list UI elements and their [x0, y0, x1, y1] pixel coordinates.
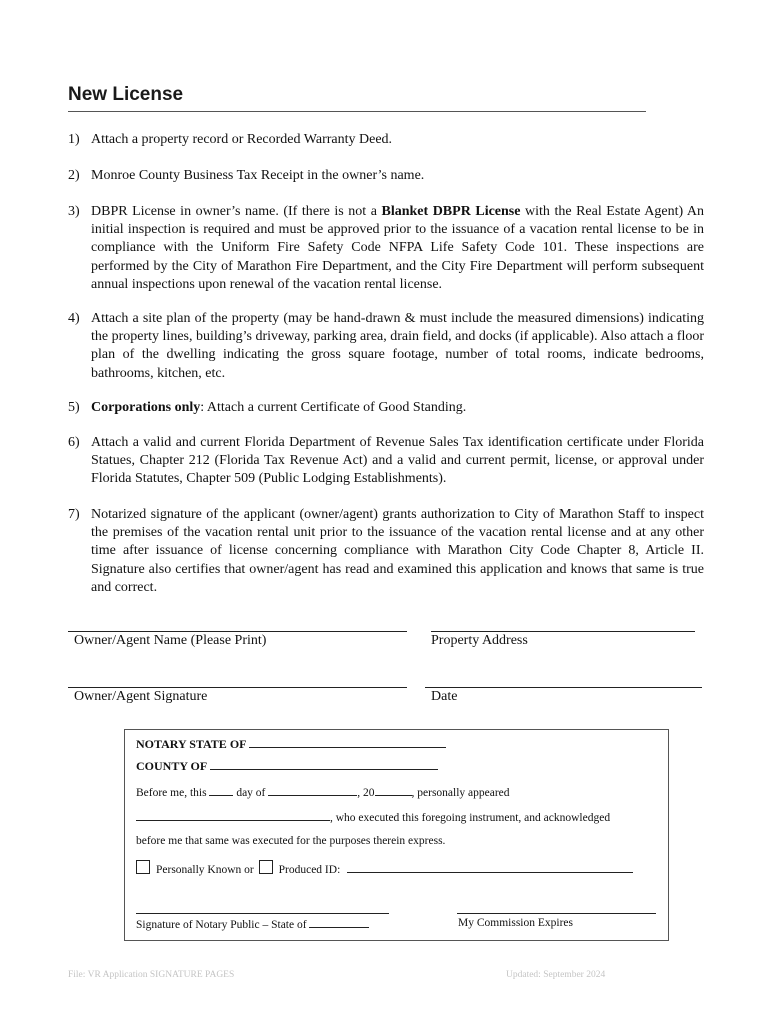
list-item	[68, 506, 704, 597]
list-item	[68, 167, 704, 185]
list-item	[68, 203, 704, 294]
item-number: 3)	[68, 204, 80, 219]
notary-state-label: NOTARY STATE OF	[136, 737, 247, 751]
property-address-line[interactable]	[431, 631, 695, 632]
notary-box	[124, 729, 669, 941]
item-text: Attach a site plan of the property (may be hand-drawn & must include the measured dimensions) indicating the property lines, building’s driveway, parking area, drain field, and docks (if applicable). Also attach a floor plan of the dwelling indicating the gross square footage, number of total rooms, indicate bedrooms, bathrooms, kitchen, etc.	[91, 311, 704, 381]
item-text-post: : Attach a current Certificate of Good Standing.	[200, 400, 467, 415]
owner-name-line[interactable]	[68, 631, 407, 632]
name-blank[interactable]	[136, 810, 330, 821]
notary-before-row	[136, 785, 510, 799]
item-text-bold: Blanket DBPR License	[381, 204, 521, 219]
owner-signature-line[interactable]	[68, 687, 407, 688]
commission-expires-label: My Commission Expires	[458, 917, 574, 929]
footer-file: File: VR Application SIGNATURE PAGES	[68, 970, 235, 980]
date-label: Date	[431, 689, 458, 704]
notary-acknowledge-row	[136, 835, 445, 847]
personally-known-checkbox[interactable]	[136, 860, 150, 874]
item-text	[91, 203, 704, 294]
notary-executed-row	[136, 810, 610, 824]
item-text-bold: Corporations only	[91, 400, 201, 415]
item-text-post: with the Real Estate Agent) An initial inspection is required and must be approved prior to the issuance of a vacation rental license to be in compliance with the Uniform Fire Safety Code NFPA Life Safety Code 101. These inspections are performed by the City of Marathon Fire Department, and the City Fire Department will perform subsequent annual inspections upon renewal of the vacation rental license.	[91, 204, 705, 292]
owner-name-label: Owner/Agent Name (Please Print)	[74, 633, 267, 648]
produced-id-label: Produced ID:	[278, 864, 341, 876]
executed-text: , who executed this foregoing instrument, and acknowledged	[330, 812, 611, 824]
item-number: 6)	[68, 435, 80, 450]
year-prefix-text: , 20	[357, 787, 375, 799]
notary-id-row	[136, 860, 633, 876]
produced-id-checkbox[interactable]	[259, 860, 273, 874]
item-number: 7)	[68, 507, 80, 522]
item-text: Attach a valid and current Florida Department of Revenue Sales Tax identification certificate under Florida Statues, Chapter 212 (Florida Tax Revenue Act) and a valid and current permit, license, or approval under Florida Statutes, Chapter 509 (Public Lodging Establishments).	[91, 435, 704, 487]
footer-updated: Updated: September 2024	[506, 970, 606, 980]
item-number: 4)	[68, 311, 80, 326]
notary-state-blank[interactable]	[249, 737, 446, 748]
item-text-pre: DBPR License in owner’s name. (If there is not a	[91, 204, 382, 219]
list-item	[68, 310, 704, 383]
notary-county-blank[interactable]	[210, 759, 438, 770]
notary-signature-row	[136, 917, 369, 931]
commission-expires-line[interactable]	[457, 913, 656, 914]
item-number: 5)	[68, 400, 80, 415]
list-item	[68, 131, 704, 149]
date-line[interactable]	[425, 687, 702, 688]
notary-state-row	[136, 737, 446, 752]
owner-signature-label: Owner/Agent Signature	[74, 689, 208, 704]
item-number: 2)	[68, 168, 80, 183]
notary-signature-line[interactable]	[136, 913, 389, 914]
notary-signature-label: Signature of Notary Public – State of	[136, 919, 307, 931]
heading-rule	[68, 111, 646, 112]
property-address-label: Property Address	[431, 633, 528, 648]
item-text: Notarized signature of the applicant (owner/agent) grants authorization to City of Marathon Staff to inspect the premises of the vacation rental unit prior to the issuance of the vacation rental license and at any other time after issuance of license concerning compliance with Marathon City Code Chapter 8, Article II. Signature also certifies that owner/agent has read and examined this application and knows that same is true and correct.	[91, 507, 704, 595]
item-text: Attach a property record or Recorded Warranty Deed.	[91, 132, 393, 147]
item-number: 1)	[68, 132, 80, 147]
item-text	[91, 399, 704, 417]
month-blank[interactable]	[268, 785, 357, 796]
before-me-same-text: before me that same was executed for the purposes therein express.	[136, 835, 446, 847]
personally-appeared-text: , personally appeared	[411, 787, 510, 799]
year-blank[interactable]	[375, 785, 412, 796]
notary-state-of-blank[interactable]	[309, 917, 369, 928]
item-text: Monroe County Business Tax Receipt in the owner’s name.	[91, 168, 425, 183]
list-item	[68, 434, 704, 489]
personally-known-label: Personally Known or	[156, 864, 254, 876]
day-of-text: day of	[236, 787, 266, 799]
list-item	[68, 399, 704, 417]
before-me-text: Before me, this	[136, 787, 207, 799]
section-heading: New License	[68, 84, 184, 105]
produced-id-blank[interactable]	[347, 862, 633, 873]
day-blank[interactable]	[209, 785, 233, 796]
notary-county-row	[136, 759, 438, 774]
notary-county-label: COUNTY OF	[136, 759, 207, 773]
